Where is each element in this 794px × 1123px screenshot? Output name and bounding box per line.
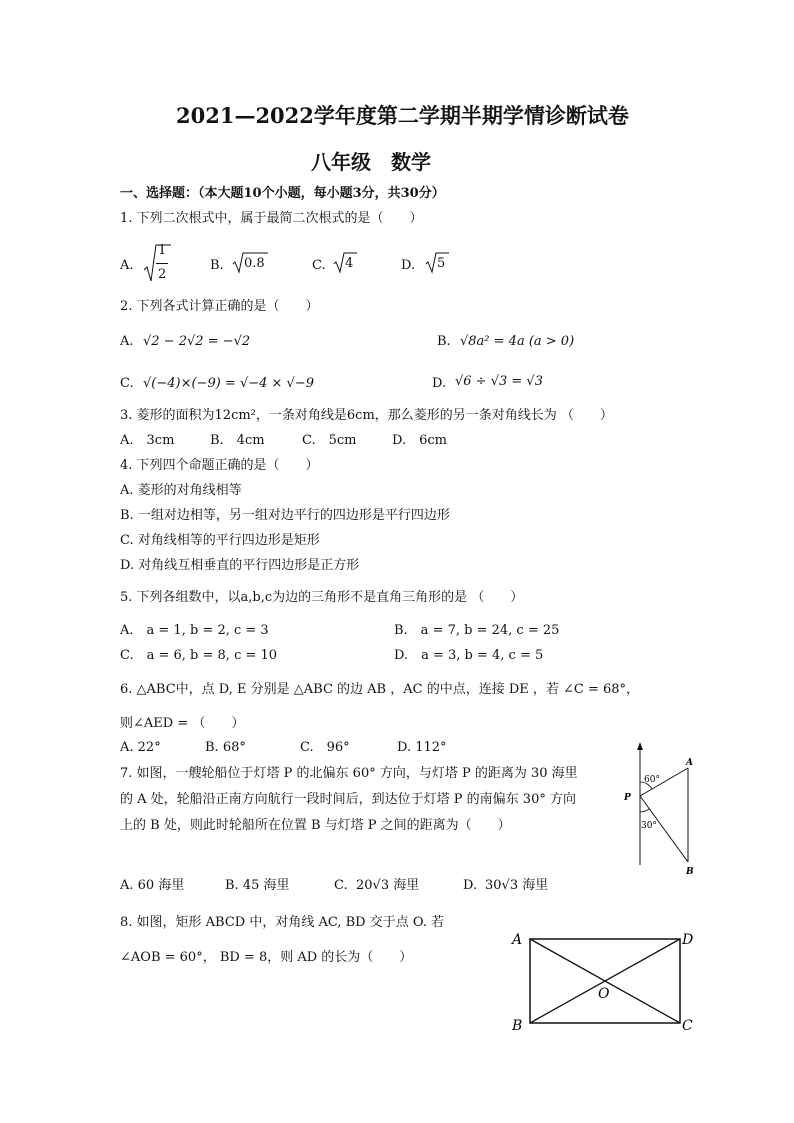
q4-option-c: C. 对角线相等的平行四边形是矩形 xyxy=(120,533,320,548)
q6-option-b: B. 68° xyxy=(205,740,246,755)
section-heading: 一、选择题：（本大题10个小题，每小题3分，共30分） xyxy=(120,186,445,201)
page-subtitle: 八年级 数学 xyxy=(311,150,431,174)
vertex-d-label: D xyxy=(682,932,694,948)
q3-option-b: B. 4cm xyxy=(210,433,265,448)
q4-option-d: D. 对角线互相垂直的平行四边形是正方形 xyxy=(120,558,360,573)
q4-stem: 4. 下列四个命题正确的是（ ） xyxy=(120,458,319,473)
q4-option-a: A. 菱形的对角线相等 xyxy=(120,483,242,498)
q1-option-b-label: B. xyxy=(210,258,224,273)
q1-option-d-label: D. xyxy=(401,258,416,273)
fraction-bar xyxy=(156,263,168,264)
q7-option-b: B. 45 海里 xyxy=(225,878,290,893)
q7-line2: 的 A 处，轮船沿正南方向航行一段时间后，到达位于灯塔 P 的南偏东 30° 方向 xyxy=(120,792,576,807)
page-title: 2021—2022学年度第二学期半期学情诊断试卷 xyxy=(176,103,629,128)
q8-line2: ∠AOB = 60°， BD = 8，则 AD 的长为（ ） xyxy=(120,950,413,965)
q2-option-c-label: C. xyxy=(120,376,134,391)
q6-stem-cont: 则∠AED = （ ） xyxy=(120,716,245,731)
q8-line1: 8. 如图，矩形 ABCD 中，对角线 AC, BD 交于点 O. 若 xyxy=(120,915,445,930)
vertex-c-label: C xyxy=(682,1018,693,1034)
q3-option-a: A. 3cm xyxy=(120,433,175,448)
q5-option-d: D. a = 3, b = 4, c = 5 xyxy=(394,648,544,663)
q7-option-d-value: 30√3 海里 xyxy=(485,878,549,893)
center-o-label: O xyxy=(598,986,610,1002)
q4-option-b: B. 一组对边相等，另一组对边平行的四边形是平行四边形 xyxy=(120,508,450,523)
q1-b-radicand: 0.8 xyxy=(244,256,265,271)
q2-option-a-expr: √2 − 2√2 = −√2 xyxy=(143,334,251,349)
q7-line1: 7. 如图，一艘轮船位于灯塔 P 的北偏东 60° 方向，与灯塔 P 的距离为 30 海里 xyxy=(120,766,578,781)
q1-c-radicand: 4 xyxy=(345,256,354,271)
point-p-label: P xyxy=(624,793,631,803)
q6-stem: 6. △ABC中，点 D, E 分别是 △ABC 的边 AB ，AC 的中点，连接 DE ，若 ∠C = 68°， xyxy=(120,682,640,697)
q7-option-a: A. 60 海里 xyxy=(120,878,185,893)
q7-option-c-label: C. xyxy=(334,878,348,893)
q6-option-d: D. 112° xyxy=(397,740,447,755)
q2-option-a-label: A. xyxy=(120,334,134,349)
q7-lighthouse-figure xyxy=(618,740,698,880)
q3-stem: 3. 菱形的面积为12cm²，一条对角线是6cm，那么菱形的另一条对角线长为 （ ） xyxy=(120,408,613,423)
q2-option-c-expr: √(−4)×(−9) = √−4 × √−9 xyxy=(143,376,314,391)
q1-a-denominator: 2 xyxy=(158,267,167,282)
q1-stem: 1. 下列二次根式中，属于最简二次根式的是（ ） xyxy=(120,211,423,226)
q1-option-a-label: A. xyxy=(120,258,134,273)
q8-rectangle-figure xyxy=(508,928,704,1034)
q2-option-d-expr: √6 ÷ √3 = √3 xyxy=(455,374,543,389)
q5-option-b: B. a = 7, b = 24, c = 25 xyxy=(394,623,560,638)
q6-option-a: A. 22° xyxy=(120,740,161,755)
q1-d-radicand: 5 xyxy=(437,256,446,271)
q7-option-d-label: D. xyxy=(463,878,478,893)
q7-option-c-value: 20√3 海里 xyxy=(356,878,420,893)
q1-option-c-label: C. xyxy=(312,258,326,273)
q2-stem: 2. 下列各式计算正确的是（ ） xyxy=(120,299,319,314)
q2-option-b-expr: √8a² = 4a (a > 0) xyxy=(460,334,575,349)
q5-option-c: C. a = 6, b = 8, c = 10 xyxy=(120,648,278,663)
q3-option-d: D. 6cm xyxy=(392,433,447,448)
angle-60-label: 60° xyxy=(644,775,660,785)
q5-stem: 5. 下列各组数中，以a,b,c为边的三角形不是直角三角形的是 （ ） xyxy=(120,590,524,605)
q7-line3: 上的 B 处，则此时轮船所在位置 B 与灯塔 P 之间的距离为（ ） xyxy=(120,818,511,833)
north-arrow-icon xyxy=(637,742,643,750)
point-a-label: A xyxy=(686,758,693,768)
vertex-a-label: A xyxy=(512,932,523,948)
q2-option-d-label: D. xyxy=(432,376,447,391)
q2-option-b-label: B. xyxy=(437,334,451,349)
q3-option-c: C. 5cm xyxy=(302,433,357,448)
angle-30-label: 30° xyxy=(641,821,657,831)
vertex-b-label: B xyxy=(512,1018,523,1034)
q6-option-c: C. 96° xyxy=(300,740,350,755)
q5-option-a: A. a = 1, b = 2, c = 3 xyxy=(120,623,269,638)
point-b-label: B xyxy=(686,867,694,877)
q1-a-numerator: 1 xyxy=(158,243,167,258)
